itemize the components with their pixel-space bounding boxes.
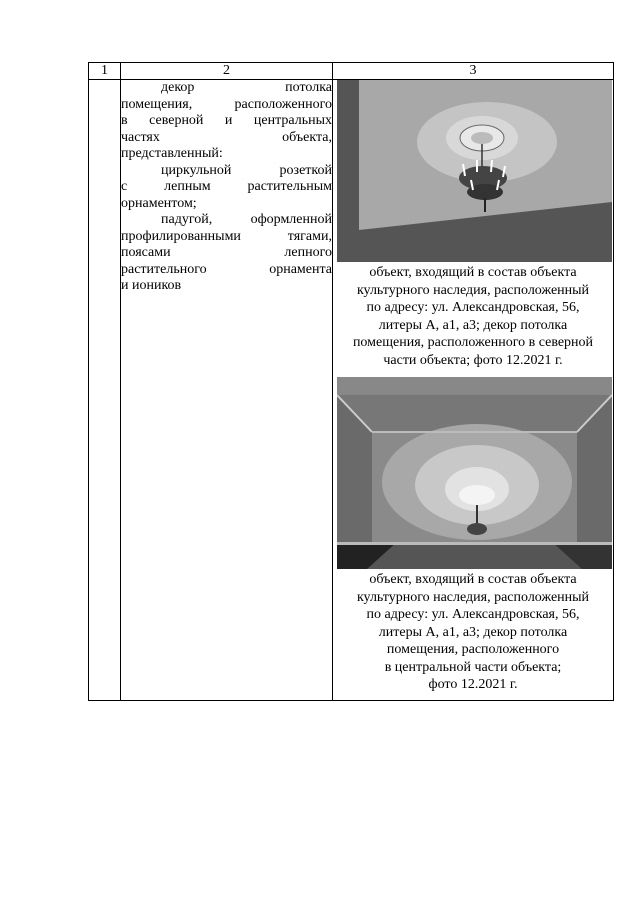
caption-line: объект, входящий в состав объекта (369, 265, 577, 280)
column-header-2: 2 (121, 63, 333, 80)
description-line: помещения, расположенного (121, 96, 332, 112)
caption-line: объект, входящий в состав объекта (369, 572, 577, 587)
description-line: представленный: (121, 146, 223, 161)
description-cell (121, 80, 333, 701)
description-line: профилированными тягами, (121, 228, 332, 244)
heritage-table (88, 62, 614, 701)
caption-line: культурного наследия, расположенный (356, 282, 590, 298)
caption-line: в центральной части объекта; (384, 659, 562, 675)
photos-cell (333, 80, 614, 701)
caption-line: литеры А, а1, а3; декор потолка (378, 317, 568, 333)
description-line: в северной и центральных (121, 113, 332, 128)
caption-line: по адресу: ул. Александровская, 56, (366, 300, 580, 315)
caption-line: фото 12.2021 г. (428, 677, 518, 692)
caption-line: части объекта; фото 12.2021 г. (383, 352, 563, 368)
description-line: циркульной розеткой (161, 162, 332, 178)
table-header-row (89, 63, 614, 80)
description-line: растительного орнамента (121, 261, 332, 277)
column-header-3: 3 (333, 63, 614, 80)
description-line: и иоников (121, 278, 182, 293)
description-line: с лепным растительным (121, 179, 332, 194)
row-number-cell (89, 80, 121, 701)
caption-line: литеры А, а1, а3; декор потолка (378, 624, 568, 640)
description-line: частях объекта, (121, 129, 332, 145)
table-row (89, 80, 614, 701)
description-line: орнаментом; (121, 195, 197, 211)
column-header-1: 1 (89, 63, 121, 80)
caption-line: культурного наследия, расположенный (356, 589, 590, 605)
caption-line: помещения, расположенного в северной (352, 335, 594, 350)
ceiling-photo-north (337, 80, 612, 262)
photo-caption-north (333, 264, 613, 377)
caption-line: по адресу: ул. Александровская, 56, (366, 607, 580, 622)
ceiling-photo-central (337, 377, 612, 569)
caption-line: помещения, расположенного (386, 642, 560, 657)
description-line: поясами лепного (121, 245, 332, 260)
description-line: декор потолка (161, 80, 332, 95)
photo-caption-central (333, 571, 613, 692)
description-line: падугой, оформленной (161, 212, 332, 227)
